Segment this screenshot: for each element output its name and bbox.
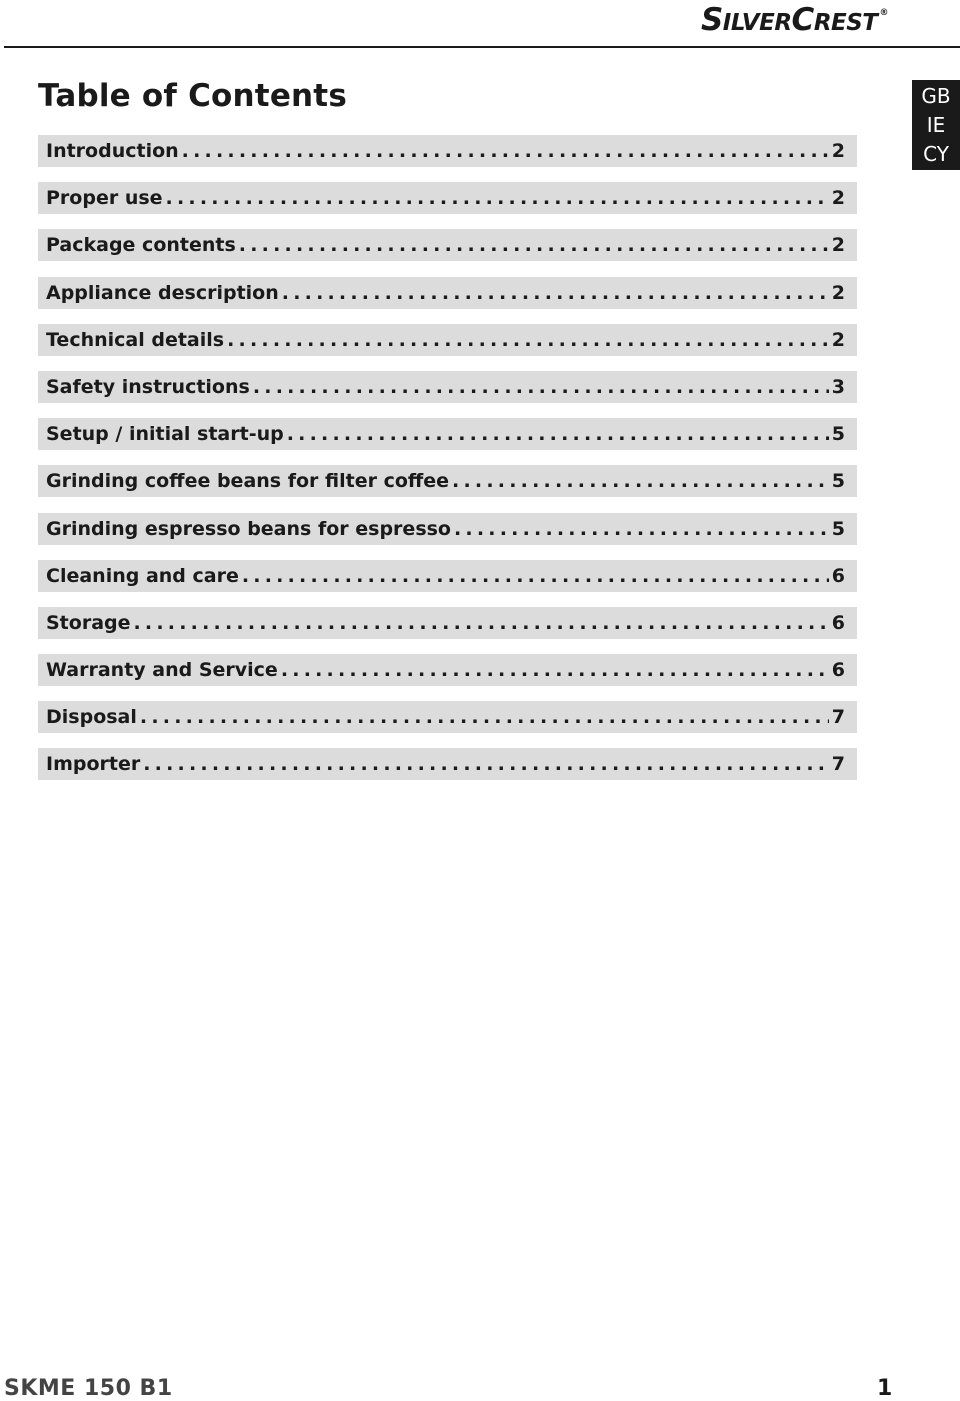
language-code-gb: GB [921, 83, 951, 108]
toc-entry-warranty[interactable] [38, 654, 857, 686]
page-title: Table of Contents [38, 78, 347, 114]
toc-page: 2 [831, 328, 845, 351]
toc-label: Proper use [46, 187, 163, 210]
language-code-cy: CY [923, 141, 949, 166]
dot-leader [140, 706, 829, 728]
toc-label: Appliance description [46, 281, 279, 304]
dot-leader [143, 753, 829, 775]
toc-page: 2 [831, 140, 845, 162]
toc-entry-technical-details[interactable] [38, 324, 857, 356]
toc-entry-setup[interactable] [38, 418, 857, 450]
toc-entry-cleaning[interactable] [38, 560, 857, 592]
dot-leader [282, 282, 829, 304]
toc-page: 7 [831, 706, 845, 729]
language-tab [912, 80, 960, 170]
toc-page: 2 [831, 281, 845, 304]
toc-entry-appliance-description[interactable] [38, 277, 857, 309]
toc-label: Grinding coffee beans for filter coffee [46, 470, 450, 493]
dot-leader [253, 376, 829, 398]
toc-page: 2 [831, 187, 845, 210]
brand-initial-1: S [700, 2, 723, 38]
toc-page: 6 [831, 611, 845, 634]
toc-label: Safety instructions [46, 375, 250, 398]
toc-entry-importer[interactable] [38, 748, 857, 780]
toc-entry-disposal[interactable] [38, 701, 857, 733]
toc-label: Importer [46, 753, 141, 776]
toc-entry-storage[interactable] [38, 607, 857, 639]
toc-page: 5 [831, 517, 845, 540]
dot-leader [239, 234, 829, 256]
dot-leader [166, 187, 829, 209]
dot-leader [287, 423, 829, 445]
toc-label: Setup / initial start-up [46, 423, 284, 446]
toc-page: 3 [831, 375, 845, 398]
brand-rest-2: REST [813, 10, 878, 36]
toc-entry-introduction[interactable] [38, 135, 857, 167]
page-number: 1 [877, 1376, 893, 1401]
toc-page: 5 [831, 470, 845, 493]
dot-leader [227, 329, 829, 351]
toc-page: 6 [831, 659, 845, 682]
dot-leader [452, 470, 829, 492]
toc-label: Warranty and Service [46, 659, 278, 682]
table-of-contents [38, 135, 857, 796]
brand-rest-1: ILVER [722, 10, 792, 36]
registered-mark: ® [879, 8, 888, 18]
toc-page: 6 [831, 564, 845, 587]
toc-label: Disposal [46, 706, 137, 729]
toc-label: Introduction [46, 140, 179, 162]
dot-leader [182, 140, 829, 162]
toc-entry-proper-use[interactable] [38, 182, 857, 214]
brand-initial-2: C [791, 2, 814, 38]
toc-label: Package contents [46, 234, 236, 257]
language-code-ie: IE [926, 112, 946, 137]
toc-label: Technical details [46, 328, 225, 351]
toc-label: Storage [46, 611, 131, 634]
toc-entry-grinding-filter[interactable] [38, 465, 857, 497]
brand-logo [701, 2, 888, 38]
dot-leader [134, 612, 829, 634]
toc-label: Grinding espresso beans for espresso [46, 517, 451, 540]
dot-leader [242, 565, 829, 587]
toc-entry-safety-instructions[interactable] [38, 371, 857, 403]
dot-leader [281, 659, 829, 681]
toc-page: 7 [831, 753, 845, 776]
toc-page: 2 [831, 234, 845, 257]
header-rule [4, 46, 960, 48]
toc-entry-package-contents[interactable] [38, 229, 857, 261]
dot-leader [454, 518, 829, 540]
toc-page: 5 [831, 423, 845, 446]
toc-entry-grinding-espresso[interactable] [38, 513, 857, 545]
toc-label: Cleaning and care [46, 564, 239, 587]
model-number: SKME 150 B1 [4, 1376, 173, 1401]
